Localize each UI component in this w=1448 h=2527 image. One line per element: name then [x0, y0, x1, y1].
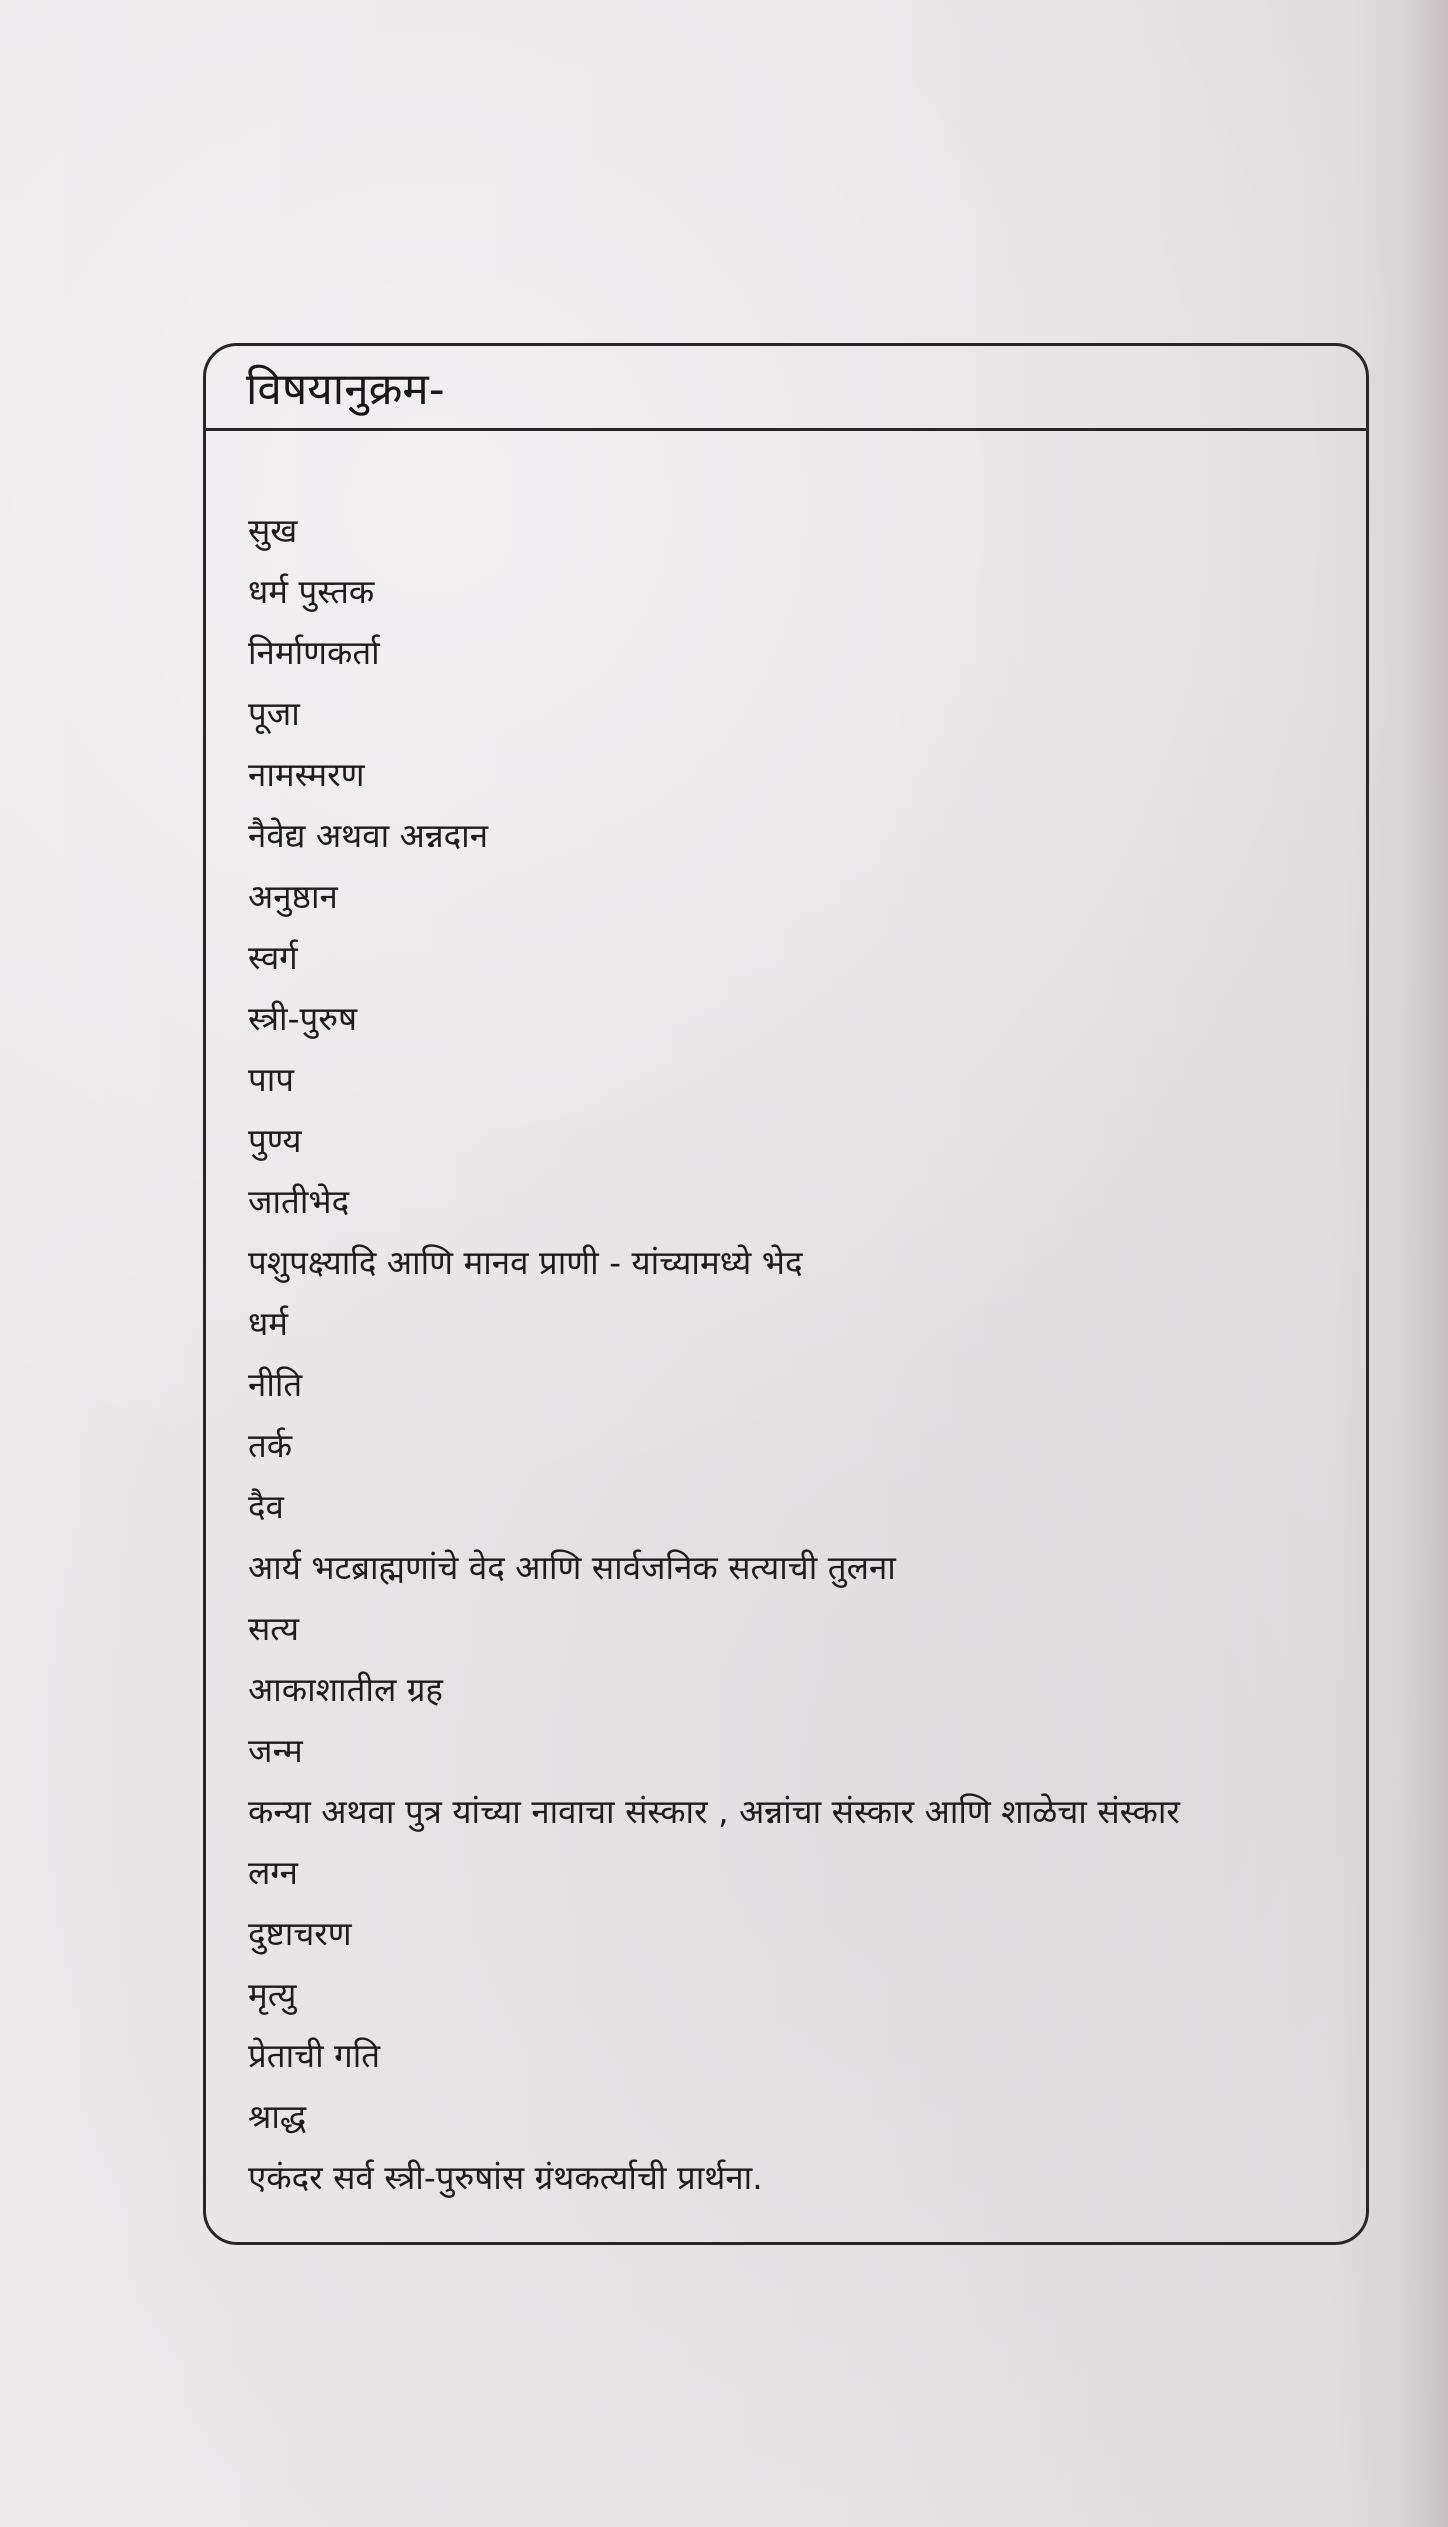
toc-item: एकंदर सर्व स्त्री-पुरुषांस ग्रंथकर्त्याची प्रार्थना.: [248, 2158, 763, 2197]
toc-item: स्वर्ग: [248, 938, 298, 977]
toc-item: लग्न: [248, 1853, 298, 1892]
toc-item: सुख: [248, 511, 298, 550]
toc-item: जातीभेद: [248, 1182, 350, 1221]
toc-item: सत्य: [248, 1609, 300, 1648]
toc-item: आकाशातील ग्रह: [248, 1670, 443, 1709]
toc-item: जन्म: [248, 1731, 303, 1770]
toc-item: धर्म: [248, 1304, 289, 1343]
toc-item: निर्माणकर्ता: [248, 633, 380, 672]
toc-item: पाप: [248, 1060, 295, 1099]
toc-item: स्त्री-पुरुष: [248, 999, 358, 1038]
toc-item: नैवेद्य अथवा अन्नदान: [248, 816, 489, 855]
toc-item: पुण्य: [248, 1121, 302, 1160]
toc-item: पशुपक्ष्यादि आणि मानव प्राणी - यांच्यामध्ये भेद: [248, 1243, 803, 1282]
toc-item: मृत्यु: [248, 1975, 297, 2014]
toc-item: तर्क: [248, 1426, 293, 1465]
toc-item: दुष्टाचरण: [248, 1914, 352, 1953]
toc-item: पूजा: [248, 694, 300, 733]
page-edge-shadow: [1400, 0, 1448, 2527]
toc-item: धर्म पुस्तक: [248, 572, 375, 611]
toc-item: आर्य भटब्राह्मणांचे वेद आणि सार्वजनिक सत्याची तुलना: [248, 1548, 896, 1587]
toc-item: प्रेताची गति: [248, 2036, 381, 2075]
toc-item: श्राद्ध: [248, 2097, 307, 2136]
toc-item: दैव: [248, 1487, 284, 1526]
toc-item: कन्या अथवा पुत्र यांच्या नावाचा संस्कार , अन्नांचा संस्कार आणि शाळेचा संस्कार: [248, 1792, 1180, 1831]
toc-list: [248, 500, 1358, 2208]
toc-item: नीति: [248, 1365, 303, 1404]
toc-title: विषयानुक्रम-: [246, 364, 445, 415]
toc-item: अनुष्ठान: [248, 877, 338, 916]
toc-item: नामस्मरण: [248, 755, 365, 794]
header-divider: [205, 428, 1367, 431]
